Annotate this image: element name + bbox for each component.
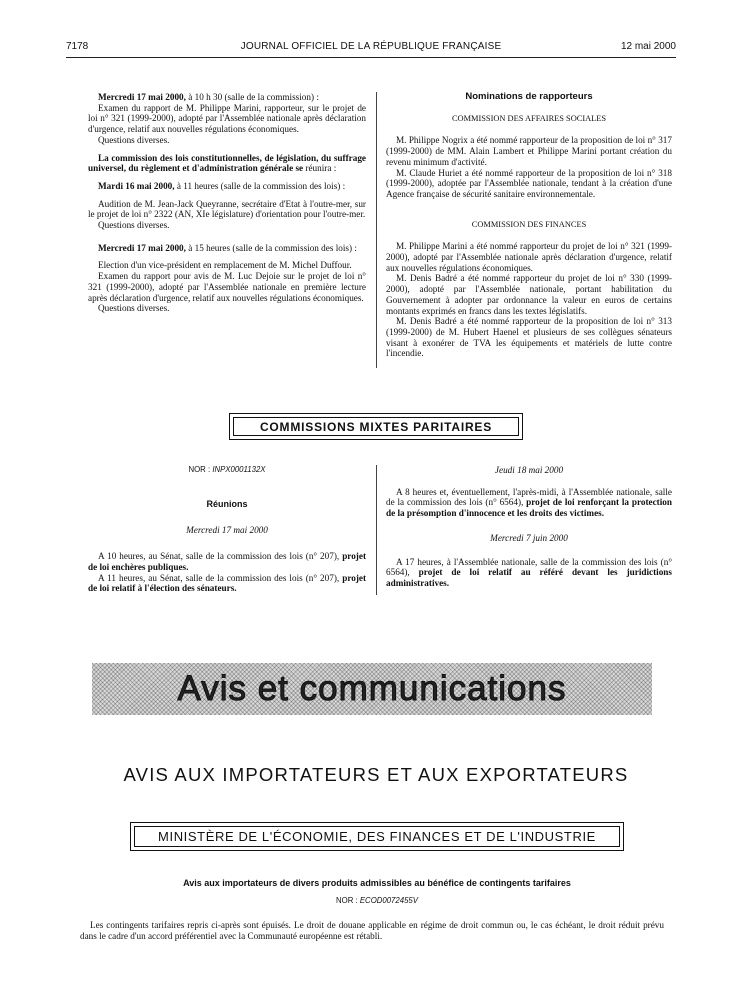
page-header: [66, 41, 676, 55]
nomination-nogrix: M. Philippe Nogrix a été nommé rapporteur de la proposition de loi n° 317 (1999-2000) de MM. Alain Lambert et Philippe Marini portant création du revenu minimum d'activité.: [386, 135, 672, 167]
cmp-column-divider: [376, 465, 377, 595]
reunion-refere: A 17 heures, à l'Assemblée nationale, salle de la commission des lois (n° 6564), projet de loi relatif au référé devant les juridictions administratives.: [386, 556, 672, 588]
header-rule: [66, 57, 676, 58]
avis-section: [72, 878, 682, 942]
cmp-nor: NOR : INPX0001132X: [188, 465, 266, 474]
finances-heading: COMMISSION DES FINANCES: [471, 219, 587, 229]
cmp-date-18-mai: Jeudi 18 mai 2000: [494, 465, 564, 475]
page-number: 7178: [66, 41, 89, 52]
nomination-huriet: M. Claude Huriet a été nommé rapporteur de la proposition de loi n° 318 (1999-2000), adoptée par l'Assemblée nationale, tendant à la création d'une Agence française de sécurité sanitaire environnementale.: [386, 167, 672, 199]
cmp-left-column: [88, 465, 366, 594]
nomination-marini: M. Philippe Marini a été nommé rapporteur du projet de loi n° 321 (1999-2000), adopté par l'Assemblée nationale après déclaration d'urgence, relatif aux nouvelles régulations économiques.: [386, 241, 672, 273]
b2-paragraph: Audition de M. Jean-Jack Queyranne, secrétaire d'Etat à l'outre-mer, sur le projet de loi n° 2322 (AN, XIe législature) d'orientation pour l'outre-mer.: [88, 198, 366, 220]
avis-title: Avis aux importateurs de divers produits admissibles au bénéfice de contingents tarifaires: [183, 878, 571, 888]
column-divider: [376, 92, 377, 368]
avis-banner: [92, 663, 652, 715]
affaires-sociales-heading: COMMISSION DES AFFAIRES SOCIALES: [451, 113, 607, 123]
cmp-right-column: [386, 465, 672, 589]
b3-paragraph-election: Election d'un vice-président en remplacement de M. Michel Duffour.: [98, 260, 352, 271]
cmp-date-7-juin: Mercredi 7 juin 2000: [490, 532, 568, 543]
avis-banner-title: Avis et communications: [177, 669, 567, 708]
b2-first: [88, 181, 366, 192]
b2-questions: Questions diverses.: [98, 220, 170, 231]
b1-paragraph: Examen du rapport de M. Philippe Marini, rapporteur, sur le projet de loi n° 321 (1999-2000), adopté par l'Assemblée nationale après déclaration d'urgence, relatif aux nouvelles régulations économiques.: [88, 102, 366, 135]
commission-heading: La commission des lois constitutionnelles, de législation, du suffrage universel, du règlement et d'administration générale se réunira :: [88, 152, 366, 174]
b2-time: à 11 heures (salle de la commission des lois) :: [174, 180, 346, 191]
avis-text: Les contingents tarifaires repris ci-après sont épuisés. Le droit de douane applicable en régime de droit commun ou, le cas échéant, le droit réduit prévu dans le cadre d'un accord préférentiel avec la Communauté européenne est rétabli.: [80, 920, 664, 942]
b3-date: Mercredi 17 mai 2000,: [98, 242, 186, 253]
b1-questions: Questions diverses.: [98, 134, 170, 145]
b3-time: à 15 heures (salle de la commission des lois) :: [185, 242, 357, 253]
b1-first: [88, 92, 366, 103]
b3-questions: Questions diverses.: [98, 303, 170, 314]
avis-nor: NOR : ECOD0072455V: [336, 895, 418, 905]
issue-date: 12 mai 2000: [620, 41, 676, 52]
reunion-senateurs: A 11 heures, au Sénat, salle de la commission des lois (n° 207), projet de loi relatif à l'élection des sénateurs.: [88, 572, 367, 594]
cmp-title: COMMISSIONS MIXTES PARITAIRES: [259, 420, 493, 434]
cmp-section-box: [229, 413, 523, 440]
reunions-heading: Réunions: [206, 498, 248, 509]
nomination-badre-330: M. Denis Badré a été nommé rapporteur du projet de loi n° 330 (1999-2000), adopté par l'Assemblée nationale, portant habilitation du Gouvernement à adopter par ordonnance la valeur en euros de certains montants exprimés en francs dans les textes législatifs.: [386, 273, 672, 316]
journal-title: JOURNAL OFFICIEL DE LA RÉPUBLIQUE FRANÇAISE: [240, 41, 502, 52]
left-column: [88, 92, 366, 314]
reunion-presomption: A 8 heures et, éventuellement, l'après-midi, à l'Assemblée nationale, salle de la commission des lois (n° 6564), projet de loi renforçant la protection de la présomption d'innocence et les droits des victimes.: [386, 486, 672, 519]
nomination-badre-313: M. Denis Badré a été nommé rapporteur de la proposition de loi n° 313 (1999-2000) de M. Hubert Haenel et plusieurs de ses collègues sénateurs visant à exonérer de TVA les équipements et matériels de lutte contre l'incendie.: [386, 316, 672, 359]
nominations-heading: Nominations de rapporteurs: [465, 91, 593, 102]
ministry-name: MINISTÈRE DE L'ÉCONOMIE, DES FINANCES ET DE L'INDUSTRIE: [158, 829, 596, 844]
b3-paragraph-examen: Examen du rapport pour avis de M. Luc Dejoie sur le projet de loi n° 321 (1999-2000), adopté par l'Assemblée nationale en première lecture après déclaration d'urgence, relatif aux nouvelles régulations économiques.: [88, 271, 366, 303]
ministry-box: [130, 822, 624, 851]
reunion-encheres: A 10 heures, au Sénat, salle de la commission des lois (n° 207), projet de loi enchères publiques.: [88, 551, 366, 572]
cmp-date-17-mai: Mercredi 17 mai 2000: [186, 525, 268, 536]
b3-first: [88, 243, 366, 254]
b1-time: à 10 h 30 (salle de la commission) :: [185, 92, 319, 102]
b2-date: Mardi 16 mai 2000,: [98, 180, 175, 191]
avis-importateurs-title: AVIS AUX IMPORTATEURS ET AUX EXPORTATEURS: [123, 764, 629, 785]
right-column: [386, 92, 672, 359]
b1-date: Mercredi 17 mai 2000,: [98, 92, 186, 102]
